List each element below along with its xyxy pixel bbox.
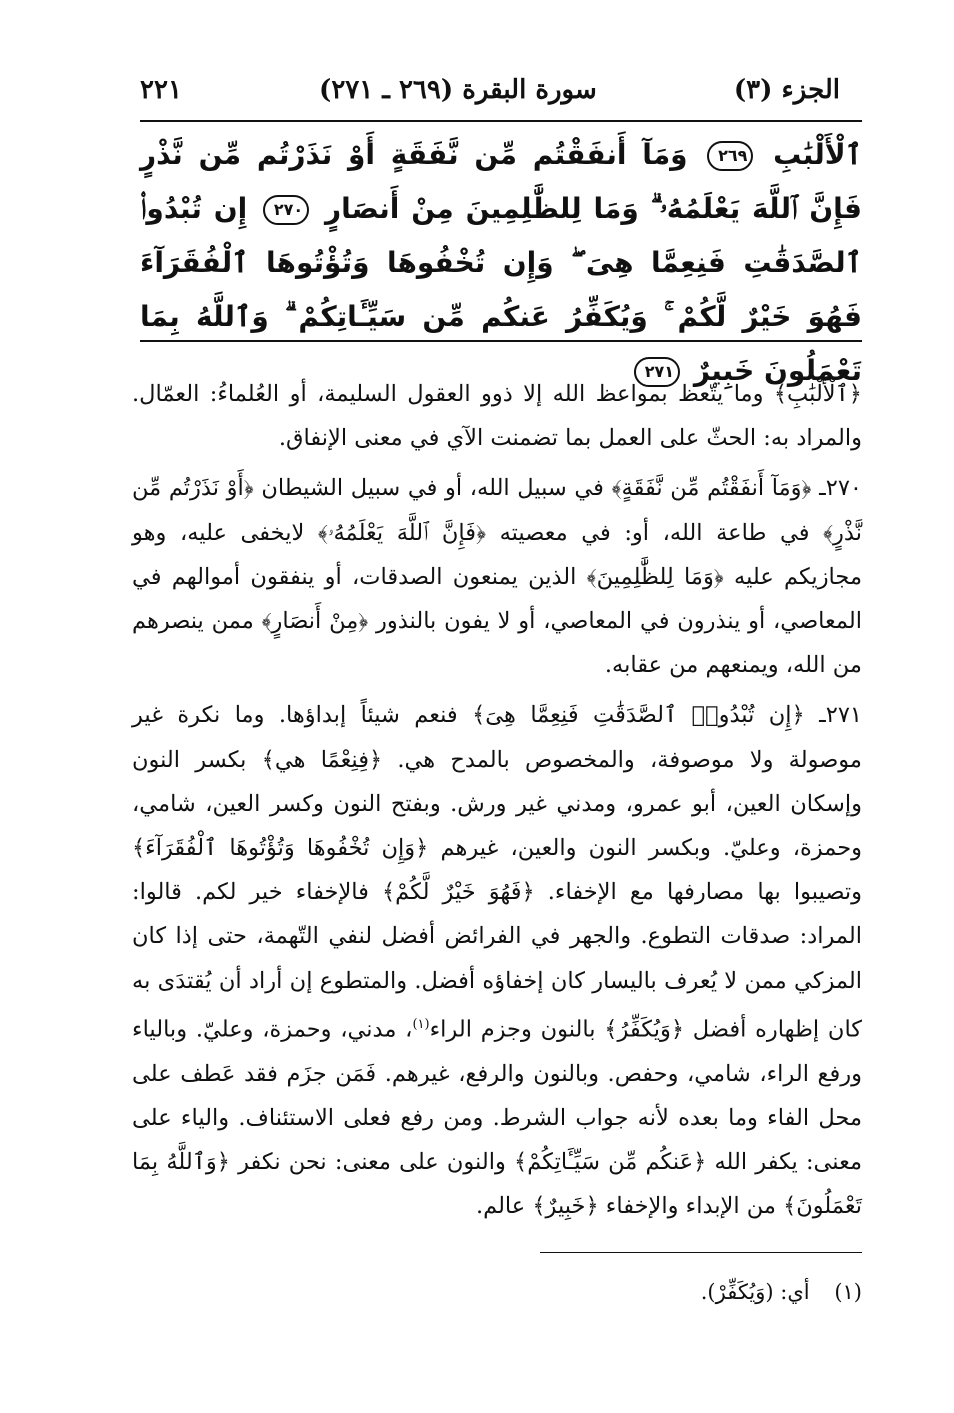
quran-divider (140, 340, 862, 342)
tafsir-text: ، مدني، وحمزة، وعليّ. وبالياء ورفع الراء، شامي، وحفص. وبالنون والرفع، غيرهم. فَمَن جزَم فقد عَطف على محل الفاء وما بعده لأنه جواب الشرط. ومن رفع فعلى الاستئناف. والياء على معنى: يكفر الله ﴿عَنكُم مِّن سَيِّـَٔاتِكُمْ﴾ والنون على معنى: نحن نكفر ﴿وَٱللَّهُ بِمَا تَعْمَلُونَ﴾ من الإبداء والإخفاء ﴿خَبِيرٌ﴾ عالم. (132, 1016, 862, 1220)
header-divider (140, 120, 862, 122)
page-header (140, 66, 840, 114)
tafsir-body (132, 372, 862, 1234)
ayah-270: وَمَآ أَنفَقْتُم مِّن نَّفَقَةٍ أَوْ نَذَرْتُم مِّن نَّذْرٍ فَإِنَّ ٱللَّهَ يَعْلَمُهُۥ ۗ وَمَا لِلظَّٰلِمِينَ مِنْ أَنصَارٍ (140, 138, 862, 225)
surah-title: سورة البقرة (٢٦٩ ـ ٢٧١) (319, 75, 597, 105)
quran-text-block (140, 128, 862, 398)
tafsir-paragraph (132, 693, 862, 1228)
tafsir-text: ٢٧١ـ ﴿إِن تُبْدُوا۟ ٱلصَّدَقَٰتِ فَنِعِمَّا هِىَ﴾ فنعم شيئاً إبداؤها. وما نكرة غير موصولة ولا موصوفة، والمخصوص بالمدح هي. ﴿فِنِعْمًا هي﴾ بكسر النون وإسكان العين، أبو عمرو، ومدني غير ورش. وبفتح النون وكسر العين، شامي، وحمزة، وعليّ. وبكسر النون والعين، غيرهم ﴿وَإِن تُخْفُوهَا وَتُؤْتُوهَا ٱلْفُقَرَآءَ﴾ وتصيبوا بها مصارفها مع الإخفاء. ﴿فَهُوَ خَيْرٌ لَّكُمْ﴾ فالإخفاء خير لكم. قالوا: المراد: صدقات التطوع. والجهر في الفرائض أفضل لنفي التّهمة، حتى إذا كان المزكي ممن لا يُعرف باليسار كان إخفاؤه أفضل. والمتطوع إن أراد أن يُقتدَى به كان إظهاره أفضل ﴿وَيُكَفِّرُ﴾ بالنون وجزم الراء (132, 702, 863, 1043)
ayah-number-marker: ٢٦٩ (707, 141, 753, 171)
juz-label: الجزء (٣) (733, 75, 840, 105)
ayah-269-end: ٱلْأَلْبَٰبِ (773, 138, 862, 171)
ayah-number-marker: ٢٧٠ (263, 195, 309, 225)
footnote (400, 1272, 862, 1312)
footnote-divider (540, 1252, 862, 1253)
ayah-271: إِن تُبْدُوا۟ ٱلصَّدَقَٰتِ فَنِعِمَّا هِىَ ۖ وَإِن تُخْفُوهَا وَتُؤْتُوهَا ٱلْفُقَرَآءَ فَهُوَ خَيْرٌ لَّكُمْ ۚ وَيُكَفِّرُ عَنكُم مِّن سَيِّـَٔاتِكُمْ ۗ وَٱللَّهُ بِمَا تَعْمَلُونَ خَبِيرٌ (140, 192, 862, 387)
tafsir-paragraph: ﴿ٱلْأَلْبَٰبِ﴾ وما يتّعظ بمواعظ الله إلا ذوو العقول السليمة، أو العُلماءُ: العمّال. والمراد به: الحثّ على العمل بما تضمنت الآي في معنى الإنفاق. (132, 381, 862, 452)
ayah-number-marker: ٢٧١ (634, 357, 680, 387)
footnote-reference: (١) (412, 1016, 430, 1032)
tafsir-paragraph: ٢٧٠ـ ﴿وَمَآ أَنفَقْتُم مِّن نَّفَقَةٍ﴾ في سبيل الله، أو في سبيل الشيطان ﴿أَوْ نَذَرْتُم مِّن نَّذْرٍ﴾ في طاعة الله، أو: في معصيته ﴿فَإِنَّ ٱللَّهَ يَعْلَمُهُۥ﴾ لايخفى عليه، وهو مجازيكم عليه ﴿وَمَا لِلظَّٰلِمِينَ﴾ الذين يمنعون الصدقات، أو ينفقون أموالهم في المعاصي، أو ينذرون في المعاصي، أو لا يفون بالنذور ﴿مِنْ أَنصَارٍ﴾ ممن ينصرهم من الله، ويمنعهم من عقابه. (132, 475, 862, 679)
footnote-number: (١) (834, 1280, 862, 1304)
footnote-text: أي: (وَيُكَفِّرْ). (700, 1280, 810, 1304)
page-number: ٢٢١ (140, 75, 182, 105)
